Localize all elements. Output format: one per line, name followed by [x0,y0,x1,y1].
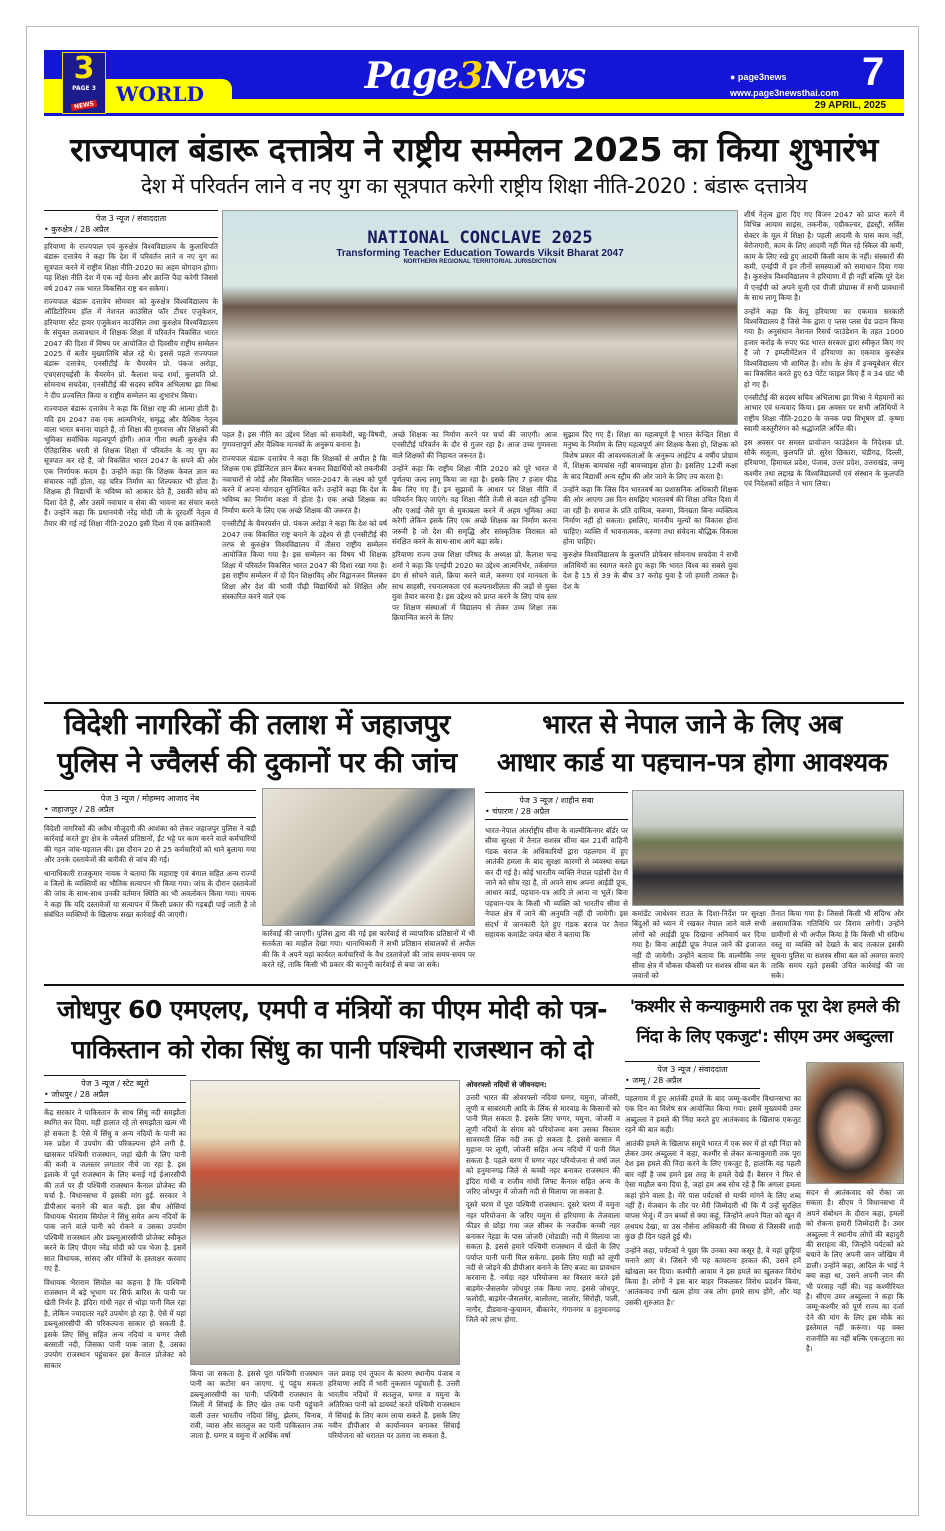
photo-banner [264,228,696,265]
story4-column-2 [190,1369,323,1510]
paragraph: भारत-नेपाल अंतर्राष्ट्रीय सीमा के वाल्मीकिनगर बॉर्डर पर सीमा सुरक्षा में तैनात सशस्त्र सीमा बल 21वीं वाहिनी गंडक बराज के अधिकारियों द्वारा पहलगाम में हुए आतंकी हमला के बाद सुरक्षा कारणों से व्यवस्था सख्त कर दी गई है। कोई भारतीय व्यक्ति नेपाल पड़ोसी देश में जाने को सोच रहा है, तो अपने साथ अपना आईडी प्रूफ, आधार कार्ड, पहचान-पत्र आदि ले आना ना भूलें। बिना पहचान-पत्र के किसी भी व्यक्ति को भारतीय सीमा से नेपाल क्षेत्र में जाने की अनुमति नहीं दी जायेगी। इस संदर्भ में जानकारी देते हुए गंडक बराज पर तैनात सहायक कमांडेंट जयंत बोरा ने बताया कि [485,826,628,940]
story1-column-4 [563,430,738,700]
paragraph: अच्छे शिक्षक का निर्माण करने पर चर्चा की जाएगी। आज एनसीटीई परिवर्तन के दौर से गुजर रहा है। आज उच्च गुणवत्ता वाले शिक्षकों की निहायत जरूरत है। [392,430,557,460]
paragraph: सदन से आतंकवाद को रोका जा सकता है। सीएम ने विधानसभा में अपने संबोधन के दौरान कहा, हमलों को रोकना हमारी जिम्मेदारी है। उमर अब्दुल्ला ने स्थानीय लोगों की बहादुरी की सराहना की, जिन्होंने पर्यटकों को बचाने के लिए अपनी जान जोखिम में डाली। उन्होंने कहा, आदिल के भाई ने क्या कहा था, उसने अपनी जान की भी परवाह नहीं की। यह कश्मीरियत है। सीएम उमर अब्दुल्ला ने कहा कि जम्मू-कश्मीर को पूर्ण राज्य का दर्जा देने की मांग के लिए इस मौके का इस्तेमाल नहीं करूंगा। यह वक्त राजनीति का नहीं बल्कि एकजुटता का है। [806,1188,904,1354]
paragraph: सुझाव दिए गए हैं। शिक्षा का महत्वपूर्ण है भारत केन्द्रित शिक्षा में मनुष्य के निर्माण के लिए महत्वपूर्ण अंग शिक्षक कैसा हो, शिक्षक को विशेष प्रकार की आवश्यकताओं के अनुरूप आईटेप 4 वर्षीय प्रोग्राम में, शिक्षक बायचांस नहीं बायच्वाइस होता है। इसलिए 12वीं कक्षा के बाद विद्यार्थी अन्य स्ट्रीम की ओर जाने के लिए तय करता है। [563,430,738,481]
paragraph: उन्होंने कहा कि राष्ट्रीय शिक्षा नीति 2020 को पूरे भारत में पूर्णतया जल्द लागू किया जा रहा है। इसके लिए 7 हजार फीड बैक लिए गए हैं। इन सुझावों के आधार पर शिक्षा नीति में परिवर्तन किए जाएंगे। यह शिक्षा नीति तेजी से बदल रही दुनिया और एआई जैसे युग से मुकाबला करने में अहम भूमिका अदा करेगी लेकिन इसके लिए एक अच्छे शिक्षक का निर्माण करना जरूरी है जो देश की समृद्धि और सांस्कृतिक विरासत को संरक्षित करने के साथ-साथ आगे बढ़ा सके। [392,464,557,547]
story3-column-3 [771,909,904,981]
story2-column-under-photo [262,929,475,981]
section-label: WORLD [116,82,204,106]
headline-line: पाकिस्तान को रोका सिंधु का पानी पश्चिमी राजस्थान को दो [71,1035,593,1064]
story4-byline [44,1075,186,1103]
paragraph: कुरुक्षेत्र विश्वविद्यालय के कुलपति प्रोफेसर सोमनाथ सचदेवा ने सभी अतिथियों का स्वागत करते हुए कहा कि भारत विश्व का सबसे युवा देश है 15 से 39 के बीच 37 करोड़ युवा है जो हमारी ताकत है। देश के [563,550,738,591]
story4-headline [44,990,620,1070]
story3-headline [480,706,904,782]
paragraph: शीर्ष नेतृत्व द्वारा दिए गए विजन 2047 को प्राप्त करने में विभिन्न आयाम साइंस, तकनीक, एग्रीकल्चर, इंडस्ट्री, सर्विस सेक्टर के मूल में शिक्षा है। पहली आदमी के पास काम नहीं, बेरोजगारी, काम के लिए आदमी नहीं मिल रहे स्किल की कमी, काम के लिए रखे हुए आदमी किसी काम के नहीं। संस्कारों की कमी, एनईपी में इन तीनों समस्याओं को समाधान दिया गया है। कुरुक्षेत्र विश्वविद्यालय ने हरियाणा में ही नहीं बल्कि पूरे देश में एनईपी को अपने यूजी एवं पीजी प्रोग्राम्स में सभी प्रावधानों के साथ लागू किया है। [744,210,904,303]
paragraph: विधायक भैराराम सियोल का कहना है कि पश्चिमी राजस्थान में बड़े भूभाग पर सिर्फ बारिश के पानी पर खेती निर्भर है. इंदिरा गांधी नहर से थोड़ा पानी मिल रहा है, लेकिन ज्यादातर नहरें उपयोग हो रहा है. ऐसे में यहां डब्ल्यूआरसीपी की परिकल्पना साकार हो सकती है. इसके लिए सिंधु सहित अन्य नदियां व घग्गर जैसी बरसाती नदी, जिसका पानी पाक जाता है, उसका उपयोग राजस्थान पहुंचाकर इस कैनाल प्रोजेक्ट को साकार [44,1277,186,1370]
byline-source: पेज 3 न्यूज / स्टेट ब्यूरो [81,1079,149,1088]
paragraph: पहलगाम में हुए आतंकी हमले के बाद जम्मू-कश्मीर विधानसभा का एक दिन का विशेष सत्र आयोजित किया गया। इसमें मुख्यमंत्री उमर अब्दुल्ला ने हमले की निंदा करते हुए आतंकवाद के खिलाफ एकजुट रहने की बात कही। [625,1094,801,1135]
headline-line: विदेशी नागरिकों की तलाश में जहाजपुर [64,708,450,741]
banner-line: NORTHERN REGIONAL TERRITORIAL JURISDICTION [403,259,557,266]
headline-line: भारत से नेपाल जाने के लिए अब [542,710,842,740]
title-right: News [482,55,586,97]
section-divider [44,984,904,986]
paragraph: तैनात किया गया है। जिससे किसी भी संदिग्ध और असामाजिक गतिविधि पर विराम लगेगी। उन्होंने ग्रामीणों से भी अपील किया है कि किसी भी संदिग्ध वस्तु या व्यक्ति को देखते के बाद तत्काल इसकी सूचना पुलिस या सशस्त्र सीमा बल को अवगत कराएं ताकि समय रहते इसकी उचित कार्रवाई की जा सके। [771,909,904,981]
section-divider [44,702,904,704]
story1-subheadline: देश में परिवर्तन लाने व नए युग का सूत्रपात करेगी राष्ट्रीय शिक्षा नीति-2020 : बंडारू दत्तात्रेय [141,174,807,198]
headline-line: पुलिस ने ज्वैलर्स की दुकानों पर की जांच [57,746,457,779]
banner-title: NATIONAL CONCLAVE 2025 [367,228,593,249]
omar-abdullah-photo [806,1062,904,1184]
headline-line: आधार कार्ड या पहचान-पत्र होगा आवश्यक [496,748,888,778]
story1-headline: राज्यपाल बंडारू दत्तात्रेय ने राष्ट्रीय सम्मेलन 2025 का किया शुभारंभ [70,130,878,169]
social-handle: ● page3news [730,72,787,82]
paragraph: आतंकी हमले के खिलाफ समूचे भारत में एक स्वर में हो रही निंदा को लेकर उमर अब्दुल्ला ने कहा, कश्मीर से लेकर कन्याकुमारी तक पूरा देश इस हमले की निंदा करने के लिए एकजुट है, हालांकि यह पहली बार नहीं है जब हमने इस तरह के हमले देखे हैं। बैसरन ने फिर से ऐसा माहौल बना दिया है, जहां हम अब सोच रहे हैं कि अगला हमला कहां होने वाला है। मेरे पास पर्यटकों से माफी मांगने के लिए शब्द नहीं हैं। मेजबान के तौर पर मेरी जिम्मेदारी थी कि मैं उन्हें सुरक्षित वापस भेजूं। मैं उन बच्चों से क्या कहूं, जिन्होंने अपने पिता को खून में लथपथ देखा, या उस नौसेना अधिकारी की विधवा से जिसकी शादी कुछ ही दिन पहले हुई थी। [625,1138,801,1242]
police-inspection-photo [262,788,475,926]
banner-subtitle: Transforming Teacher Education Towards Viksit Bharat 2047 [336,248,624,260]
paragraph: राज्यपाल बंडारू दत्तात्रेय ने कहा कि शिक्षकों से अपील है कि शिक्षक एक इंडिजिटल ज्ञान बैंकर बनकर विद्यार्थियों को तकनीकी नवाचारों से जोड़ें और विकसित भारत-2047 के लक्ष्य को पूर्ण करने में अपना योगदान सुनिश्चित करें। उन्होंने कहा कि देश के भविष्य का निर्माण कक्षा में होता है। एक अच्छे शिक्षक का निर्माण करने के लिए एक अच्छे शिक्षक की जरूरत है। [222,453,387,515]
story3-byline [485,792,628,820]
title-left: Page [364,55,459,97]
story2-headline [44,706,470,782]
paragraph: एनसीटीई की सदस्य सचिव अभिलाषा झा मिश्रा ने मेहमानों का आभार एवं धन्यवाद किया। इस अवसर पर सभी अतिथियों ने राष्ट्रीय शिक्षा नीति-2020 के जनक पद्म विभूषण डॉ. कृष्णा स्वामी कस्तूरीरंगन को श्रद्धांजलि अर्पित की। [744,392,904,434]
paragraph: उत्तरी भारत की ओवरफ्लो नदियां घग्गर, यमुना, जोजरी, लूणी व साबरमती आदि के लिंक से मारवाड़ के किसानों को पानी मिल सकता है. इसके लिए घग्गर, यमुना, जोजरी व लूणी नदियों के संगम को परियोजना बना उसका विस्तार सावरमती लिंक नदी तक हो सकता है. इससे बरसात में मुहाना पर लूणी, जोजरी सहित अन्य नदियों में पानी मिल सकता है. पहले चरण में घग्गर नहर परियोजना से वर्षा जल को हनुमानगढ़ जिले से कच्ची नहर बनाकर राजस्थान की इंदिरा गांधी व राजीव गांधी लिफ्ट कैनाल सहित अन्य के जरिए जोधपुर में जोजरी नदी से मिलाया जा सकता है. [466,1093,620,1197]
paragraph: उन्होंने कहा, पर्यटकों ने पूछा कि उनका क्या कसूर है, वे यहां छुट्टियां मनाने आए थे। जिसने भी यह कायराना हरकत की, उसने हमें खोखला कर दिया। कश्मीरी आवाम ने इस हमले का खुलकर विरोध किया है। लोगों ने इस बार बाहर निकलकर विरोध प्रदर्शन किया, 'आतंकवाद तभी खत्म होगा जब लोग हमारे साथ होंगे, और यह उसकी शुरुआत है।' [625,1245,801,1307]
paragraph: राज्यपाल बंडारू दत्तात्रेय सोमवार को कुरुक्षेत्र विश्वविद्यालय के ऑडिटोरियम हॉल में नेशनल काउंसिल फॉर टीचर एजुकेशन, हरियाणा स्टेट हायर एजुकेशन काउंसिल तथा कुरुक्षेत्र विश्वविद्यालय के संयुक्त तत्वावधान में शिक्षक शिक्षा में परिवर्तन विकसित भारत 2047 की दिशा में विषय पर आयोजित दो दिवसीय राष्ट्रीय सम्मेलन 2025 में बतौर मुख्यातिथि बोल रहे थे। इससे पहले राज्यपाल बंडारू दत्तात्रेय, एनसीटीई के चैयरमेन प्रो. पंकज अरोड़ा, एचएसएचईसी के चैयरमेन प्रो. कैलाश चन्द्र शर्मा, कुलपति प्रो. सोमनाथ सचदेवा, एनसीटीई की सदस्य सचिव अभिलाषा झा मिश्रा ने दीप प्रज्वलित किया व राष्ट्रीय सम्मेलन का शुभारंभ किया। [44,297,218,400]
paragraph: दूसरे चरण में पूरा पश्चिमी राजस्थान: दूसरे चरण में यमुना नहर परियोजना के जरिए यमुना से हरियाणा के तेजवाला फीडर से छोड़ा गया जल सीकर के नजदीक कच्ची नहर बनाकर नेहड़ा के पास जोजरी (मोडाडी) नदी में मिलाया जा सकता है. इससे हमारे पश्चिमी राजस्थान में खेतों के लिए पर्याप्त पानी पानी मिल सकेगा. इसके लिए माही को लूणी नदी से जोड़ने की डीपीआर बनाने के लिए बजट का प्रावधान करवाना है. नर्मदा नहर परियोजना का विस्तार करते इसे बाड़मेर-जैसलमेर जोधपुर तक किया जाए. इससे जोधपुर, फलोदी, बाड़मेर-जैसलमेर, बालोतरा, जालोर, सिरोही, पाली, नागौर, डीडवाना-कुचामन, बीकानेर, गंगानगर व हनुमानगढ़ जिले को लाभ होगा. [466,1200,620,1324]
story4-column-left [44,1108,186,1510]
paragraph: एनसीटीई के चैयरपर्सन प्रो. पंकज अरोड़ा ने कहा कि देश को वर्ष 2047 तक विकसित राष्ट्र बनाने के उद्देश्य से ही एनसीटीई की तरफ से कुरुक्षेत्र विश्वविद्यालय में तीसरा राष्ट्रीय सम्मेलन आयोजित किया गया है। इस सम्मेलन का विषय भी शिक्षक शिक्षा में परिवर्तन विकसित भारत 2047 की दिशा रखा गया है। इस राष्ट्रीय सम्मेलन में दो दिन शिक्षाविद् और विद्वानजन मिलकर शिक्षा और देश की भावी पीढ़ी विद्यार्थियों को शिक्षित और संस्कारित करने वाले एक [222,519,387,602]
story3-column-left [485,826,628,981]
headline-line: 'कश्मीर से कन्याकुमारी तक पूरा देश हमले की [629,997,900,1017]
paragraph: विदेशी नागरिकों की अवैध मौजूदगी की आशंका को लेकर जहाजपुर पुलिस ने बड़ी कार्रवाई करते हुए क्षेत्र के ज्वैलर्स प्रतिष्ठानों, ईंट भट्टे पर काम करने वाले कर्मचारियों की गहन जांच-पड़ताल की। इस दौरान 20 से 25 कर्मचारियों को थाने बुलाया गया और उनके दस्तावेजों की बारीकी से जांच की गई। [44,824,256,865]
headline-line: निंदा के लिए एकजुट': सीएम उमर अब्दुल्ला [636,1027,893,1047]
page3-logo [62,52,106,114]
paragraph: उन्होंने कहा कि जिस दिन भारतवर्ष का प्रशासनिक अधिकारी शिक्षक की ओर आएगा उस दिन समझिए भारतवर्ष की शिक्षा उचित दिशा में जा रही है। समाज के प्रति दायित्व, करुणा, विनम्रता बिना व्यक्तित्व निर्माण नहीं हो सकता। इसलिए, मानवीय मूल्यों का विकास होना चाहिए। व्यक्ति में भावनात्मक, करुणा तथा संवेदना बौद्धिक विकास होना चाहिए। [563,485,738,547]
issue-date: 29 APRIL, 2025 [814,100,886,111]
story1-column-right [744,210,904,700]
paragraph: इस अवसर पर समस्त प्रायोजन फाउंडेशन के निदेशक प्रो. सौके सलूजा, कुलपति प्रो. सुरेश छिकारा, चंडीगढ़, दिल्ली, हरियाणा, हिमाचल प्रदेश, पंजाब, उत्तर प्रदेश, उत्तराखंड, जम्मू कश्मीर तथा लद्दाख के विश्वविद्यालयों एवं संस्थान के कुलपति एवं निदेशकों सहित ने भाग लिया। [744,437,904,489]
page-number: 7 [862,50,885,94]
story1-column-3 [392,430,557,700]
paragraph: कार्रवाई की जाएगी। पुलिस द्वारा की गई इस कार्रवाई से व्यापारिक प्रतिष्ठानों में भी सतर्कता का माहौल देखा गया। थानाधिकारी ने सभी प्रतिष्ठान संचालकों से अपील की कि वे अपने यहां कार्यरत कर्मचारियों के वैध दस्तावेज़ों की जांच समय-समय पर करते रहें, ताकि किसी भी प्रकार की कानूनी कार्रवाई से बचा जा सके। [262,929,475,970]
byline-location: • जम्मू / 28 अप्रैल [625,1076,682,1085]
paragraph: कमांडेंट जाधेश्वर राउत के दिशा-निर्देश पर सुरक्षा बिंदुओं को ध्यान में रखकर नेपाल जाने वाले सभी लोगों को आईडी प्रूफ दिखाना अनिवार्य कर दिया गया है। बिना आईडी प्रूफ नेपाल जाने की इजाजत नहीं दी जायेगी। उन्होंने बताया कि वाल्मीकि नगर सीमा क्षेत्र में चौकस चौकसी पर सशस्त्र सीमा बल के जवानों को [632,909,766,981]
story5-headline [625,992,904,1052]
conclave-photo [222,210,738,425]
paragraph: राज्यपाल बंडारू दत्तात्रेय ने कहा कि शिक्षा राष्ट्र की आत्मा होती है। यदि हम 2047 तक एक आत्मनिर्भर, समृद्ध और वैश्विक नेतृत्व वाला भारत बनाना चाहते हैं, तो शिक्षा की गुणवत्ता और शिक्षकों की भूमिका सर्वाधिक महत्वपूर्ण होगी। आज गीता स्थली कुरुक्षेत्र की ऐतिहासिक धरती से शिक्षक शिक्षा में परिवर्तन के नए युग का सूत्रपात कर रहे हैं, जो विकसित भारत 2047 के सपने की ओर एक निर्णायक कदम है। उन्होंने कहा कि शिक्षक केवल ज्ञान का संचारक नहीं होता, वह चरित्र निर्माण का शिल्पकार भी होता है। शिक्षक ही विद्यार्थी के भविष्य को आकार देते हैं, उसकी सोच को दिशा देते हैं, और उसमें नवाचार व सेवा की भावना का संचार करते हैं। उन्होंने कहा कि प्रधानमंत्री नरेंद्र मोदी जी के दूरदर्शी नेतृत्व में तैयार की गई नई शिक्षा नीति-2020 इसी दिशा में एक क्रांतिकारी [44,404,218,528]
headline-line: जोधपुर 60 एमएलए, एमपी व मंत्रियों का पीएम मोदी को पत्र- [57,995,607,1024]
story5-column-left [625,1094,801,1510]
story1-byline [44,210,218,238]
border-checkpost-photo [632,790,904,906]
logo-badge: NEWS [71,100,98,111]
newspaper-title [340,55,610,97]
story5-byline [625,1061,760,1089]
story1-column-2 [222,430,387,700]
title-number: 3 [458,55,483,97]
byline-source: पेज 3 न्यूज / शाहीन सबा [519,796,594,805]
story3-column-2 [632,909,766,981]
story1-column-left [44,242,218,700]
byline-source: पेज 3 न्यूज / मोहम्मद आजाद नेब [100,794,200,803]
website-url[interactable]: www.page3newsthai.com [730,88,839,98]
paragraph: हरियाणा राज्य उच्च शिक्षा परिषद के अध्यक्ष प्रो. कैलाश चन्द्र शर्मा ने कहा कि एनईपी 2020 का उद्देश्य आत्मनिर्भर, तर्कसंगत ढंग से सोचने वाले, क्रिया करने वाले, करुणा एवं मानवता के साथ साहसी, रचनात्मकता एवं कल्पनाशीलता की जड़ों से युक्त युवा तैयार करना है। इस उद्देश्य को प्राप्त करने के लिए पांच स्तर पर शिक्षण संस्थाओं में विद्यालय से लेकर उच्च शिक्षा तक क्रियान्वित करने के लिए [392,550,557,622]
story2-byline [44,790,256,818]
masthead-rule [44,113,904,116]
logo-text: PAGE 3 [72,85,96,92]
byline-source: पेज 3 न्यूज / संवाददाता [657,1065,728,1074]
paragraph: केंद्र सरकार ने पाकिस्तान के साथ सिंधु नदी समझौता स्थगित कर दिया. यही हालात रहे तो समझौता खत्म भी हो सकता है. ऐसे में सिंधु व अन्य नदियों के पानी का मरु प्रदेश में उपयोग की परिकल्पना होने लगी है. खासकर पश्चिमी राजस्थान, जहां खेती के लिए पानी की कमी व जलस्तर लगातार नीचे जा रहा है. इस इलाके में पूर्व राजस्थान के लिए बनाई गई ईआरसीपी की तर्ज पर ही पश्चिमी राजस्थान कैनाल प्रोजेक्ट की चर्चा है. विधानसभा में इसकी मांग हुई. सरकार ने डीपीआर बनाने की बात कही. इस बीच ओसियां विधायक भैराराम सियोल ने सिंधु समेत अन्य नदियों के पाक जाने वाले पानी को रोकने व उसका उपयोग पश्चिमी राजस्थान और डब्ल्यूआरसीपी प्रोजेक्ट स्वीकृत करने के लिए पीएम नरेंद्र मोदी को पत्र भेजा है. इसमें सात विधायक, सांसद और मंत्रियों के हस्ताक्षर करवाए गए हैं. [44,1108,186,1274]
paragraph: हरियाणा के राज्यपाल एवं कुरुक्षेत्र विश्वविद्यालय के कुलाधिपति बंडारू दत्तात्रेय ने कहा कि देश में परिवर्तन लाने व नए युग का सूत्रपात करने में राष्ट्रीय शिक्षा नीति-2020 का अहम योगदान होगा। यह शिक्षा नीति देश में एक नई चेतना और क्रान्ति पैदा करेगी जिससे वर्ष 2047 तक भारत विकसित राष्ट्र बन सकेगा। [44,242,218,293]
paragraph: किया जा सकता है. इससे पूरा पश्चिमी राजस्थान पानी का कटोरा बन जाएगा. यूं पहुंच सकता डब्ल्यूआरसीपी का पानी: पश्चिमी राजस्थान के जिलों में सिंचाई के लिए खेत तक पानी पहुंचाने वाली उत्तर भारतीय नदियां सिंधु, झेलम, चिनाब, रावी, व्यास और सतलुज का पानी पाकिस्तान तक जाता है. घग्गर व यमुना में आर्थिक वर्षा [190,1369,323,1441]
mla-meeting-photo [190,1080,460,1365]
paragraph: जल प्रवाह एवं तूफान के कारण स्थानीय पंजाब व हरियाणा आदि में भारी नुकसान पहुंचाती है. उत्तरी भारतीय नदियों में सतलुज, घग्गर व यमुना के अतिरिक्त पानी को डायवर्ट करते पश्चिमी राजस्थान में सिंचाई के लिए काम लाया सकते हैं. इसके लिए नवीन डीपीआर से कार्यान्वयन बनाकर सिंचाई परियोजना को धरातल पर उतारा जा सकता है. [328,1369,460,1441]
byline-location: • कुरुक्षेत्र / 28 अप्रैल [44,225,109,234]
subheading: ओवरफ्लो नदियों से जीवनदान: [466,1080,547,1089]
paragraph: उन्होंने कहा कि केयू हरियाणा का एकमात्र सरकारी विश्वविद्यालय है जिसे नेक द्वारा ए प्लस प्लस ग्रेड प्रदान किया गया है। अनुसंधान नेशनल रिसर्च फाउंडेशन के तहत 1000 हजार करोड़ के रुपए फंड भारत सरकार द्वारा स्वीकृत किए गए हैं जो 7 इम्प्लीमेंटेशन में हरियाणा का एकमात्र कुरुक्षेत्र विश्वविद्यालय भी शामिल है। शोध के क्षेत्र में इन्क्यूबेशन सेंटर का विकसित करते हुए 63 पेटेंट फाइल किए हैं व 34 ग्रांट भी हो गए हैं। [744,306,904,389]
paragraph: थानाधिकारी राजकुमार नायक ने बताया कि महाराष्ट्र एवं बंगाल सहित अन्य राज्यों व जिलों के व्यक्तियों का भौतिक सत्यापन भी किया गया। जांच के दौरान दस्तावेजों की जांच के साथ-साथ उनकी वर्तमान स्थिति का भी अवलोकन किया गया। नायक ने कहा कि यदि दस्तावेजों या सत्यापन में किसी प्रकार की गड़बड़ी पाई जाती है तो संबंधित व्यक्तियों के खिलाफ सख्त कार्रवाई की जाएगी। [44,868,256,920]
byline-location: • जोधपुर / 28 अप्रैल [44,1090,109,1099]
byline-location: • जहाजपुर / 28 अप्रैल [44,805,114,814]
logo-number: 3 [73,51,95,86]
story2-column-left [44,824,256,980]
story4-column-right [466,1080,620,1510]
byline-location: • चंपारण / 28 अप्रैल [485,807,550,816]
story4-column-3 [328,1369,460,1510]
paragraph: पहल है। इस नीति का उद्देश्य शिक्षा को समावेशी, बहु-विषयी, गुणवत्तापूर्ण और वैश्विक मानकों के अनुरूप बनाना है। [222,430,387,450]
story5-column-right [806,1188,904,1510]
byline-source: पेज 3 न्यूज / संवाददाता [95,214,167,223]
